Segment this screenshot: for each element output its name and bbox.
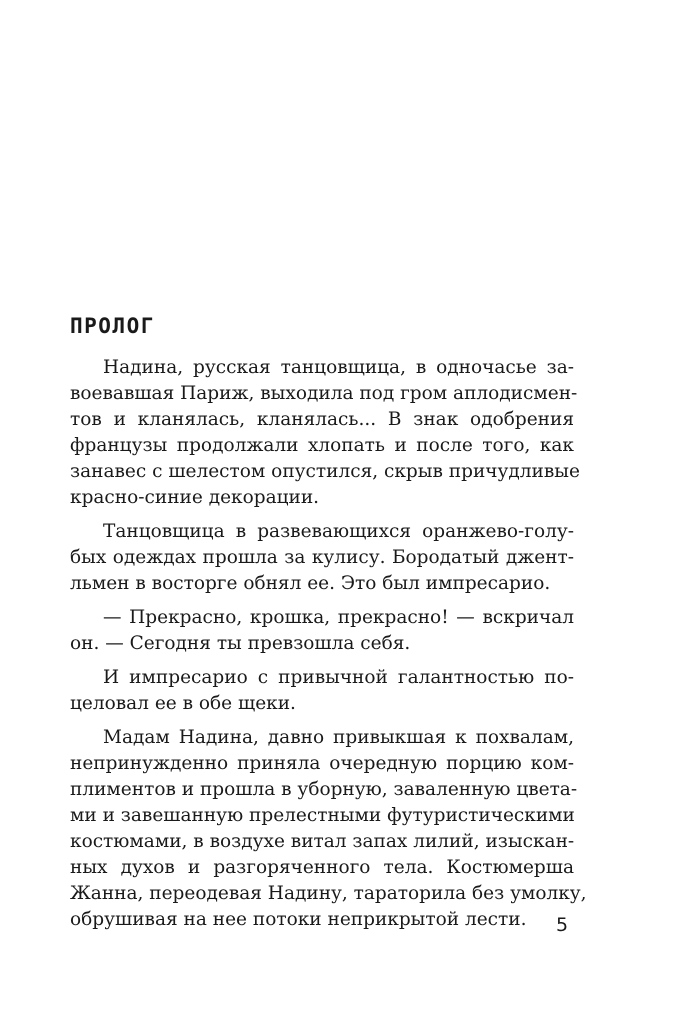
- text-line: красно-синие декорации.: [70, 487, 320, 508]
- body-text: [70, 355, 587, 941]
- text-line: целовал ее в обе щеки.: [70, 693, 296, 714]
- text-line: плиментов и прошла в уборную, заваленную цвета-: [70, 779, 578, 800]
- text-line: Жанна, переодевая Надину, тараторила без умолку,: [70, 883, 587, 904]
- text-line: ми и завешанную прелестными футуристическими: [70, 805, 575, 826]
- text-line: занавес с шелестом опустился, скрыв причудливые: [70, 461, 580, 482]
- text-line: он. — Сегодня ты превзошла себя.: [70, 633, 411, 654]
- text-line: французы продолжали хлопать и после того, как: [70, 435, 574, 456]
- paragraph-4: [70, 665, 574, 717]
- text-line: Танцовщица в развевающихся оранжево-голу-: [103, 521, 574, 542]
- text-line: непринужденно приняла очередную порцию ком-: [70, 753, 574, 774]
- paragraph-1: [70, 355, 580, 511]
- text-line: тов и кланялась, кланялась... В знак одобрения: [70, 409, 574, 430]
- text-line: — Прекрасно, крошка, прекрасно! — вскричал: [103, 607, 574, 628]
- paragraph-3: [70, 605, 574, 657]
- text-line: бых одеждах прошла за кулису. Бородатый джент-: [70, 547, 574, 568]
- text-line: Мадам Надина, давно привыкшая к похвалам,: [103, 727, 574, 748]
- text-line: костюмами, в воздухе витал запах лилий, изыскан-: [70, 831, 575, 852]
- text-line: И импресарио с привычной галантностью по-: [103, 667, 574, 688]
- text-line: воевавшая Париж, выходила под гром аплодисмен-: [70, 383, 578, 404]
- text-line: льмен в восторге обнял ее. Это был импресарио.: [70, 573, 551, 594]
- page-number: 5: [556, 914, 569, 936]
- text-line: ных духов и разгоряченного тела. Костюмерша: [70, 857, 574, 878]
- chapter-title: ПРОЛОГ: [70, 314, 155, 338]
- paragraph-2: [70, 519, 574, 597]
- text-line: Надина, русская танцовщица, в одночасье за-: [103, 357, 574, 378]
- text-line: обрушивая на нее потоки неприкрытой лести.: [70, 909, 527, 930]
- paragraph-5: [70, 725, 587, 933]
